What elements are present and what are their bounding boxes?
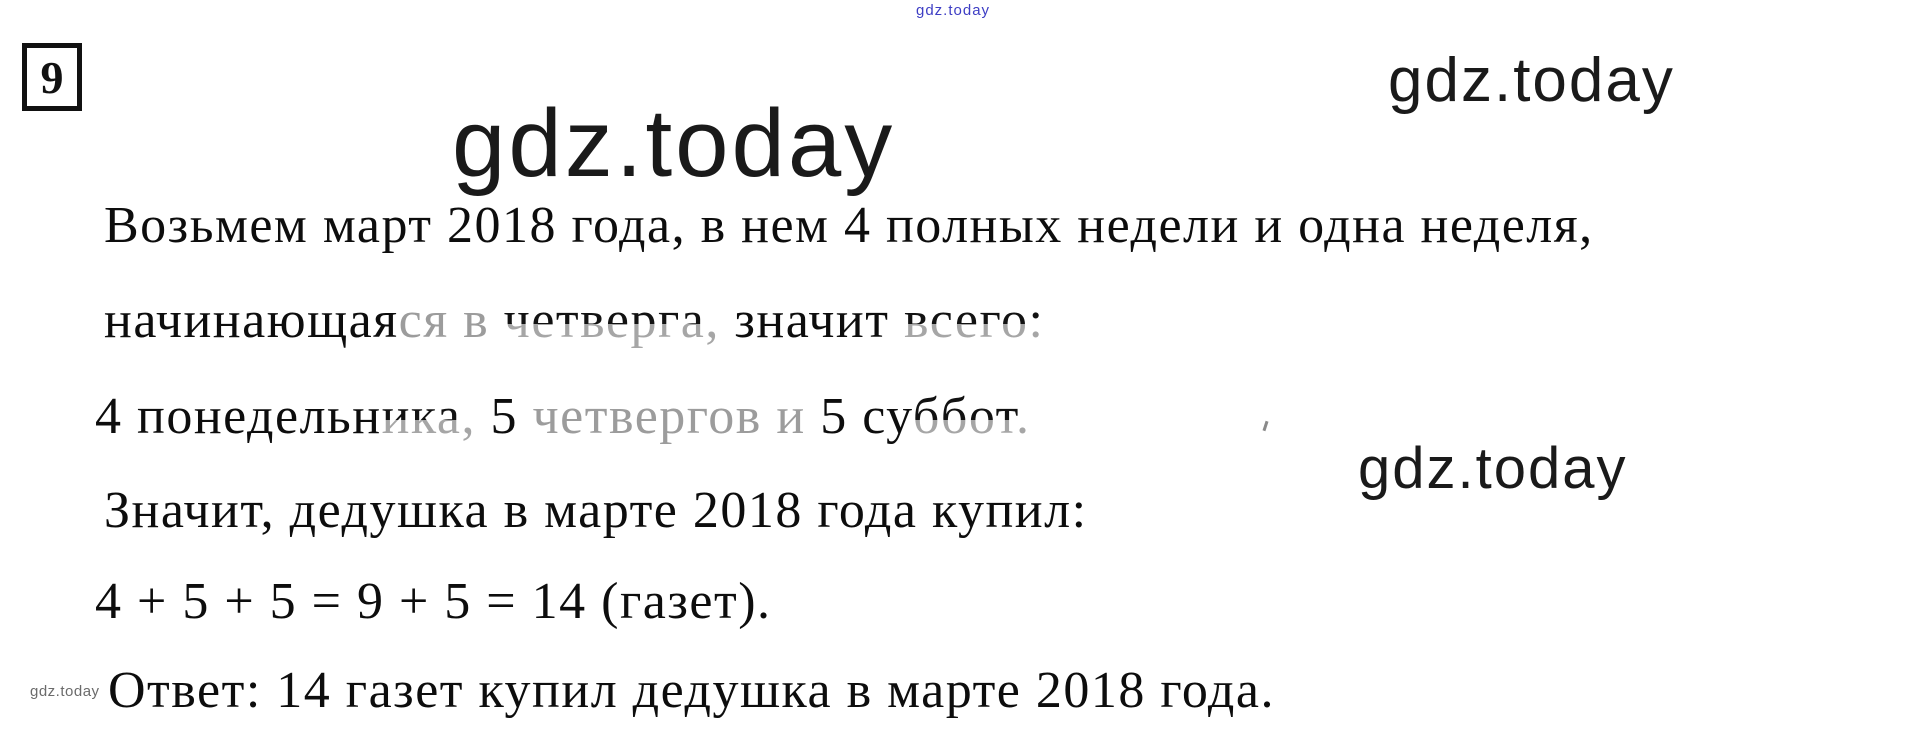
watermark-large: gdz.today [452,90,896,197]
solution-text-segment: Ответ: 14 газет купил дедушка в марте 2018 года. [108,662,1275,719]
solution-line [104,482,1088,539]
solution-line [104,292,1045,349]
solution-text-segment: ббот. [912,388,1031,445]
solution-text-segment: начинающая [104,292,399,349]
solution-text-segment: ся в [398,292,504,349]
solution-text-segment: 5 [820,388,863,445]
solution-text-segment: всего: [903,292,1045,349]
solution-text-segment: ика, [381,388,491,445]
solution-line [108,662,1275,719]
solution-text-segment: Значит, дедушка в марте 2018 года купил: [104,482,1088,539]
solution-line [95,388,1031,445]
solution-text-segment: четверга, [503,292,720,349]
watermark-middle-right: gdz.today [1358,436,1628,501]
solution-line [104,197,1594,254]
problem-number: 9 [40,52,64,103]
solution-text-segment: четвергов и [532,388,821,445]
watermark-top-right: gdz.today [1388,46,1675,115]
solution-text-segment: су [862,388,913,445]
solution-text-segment: Возьмем март 2018 года, в нем 4 полных недели и одна неделя, [104,197,1594,254]
watermark-bottom-left: gdz.today [30,683,100,700]
solution-text-segment: значит [719,292,904,349]
solution-text-segment: 4 понедельн [95,388,382,445]
solution-text-segment: 4 + 5 + 5 = 9 + 5 = 14 (газет). [95,573,772,630]
site-link[interactable]: gdz.today [916,2,991,19]
solution-text-segment: 5 [490,388,533,445]
solution-line [95,573,772,630]
